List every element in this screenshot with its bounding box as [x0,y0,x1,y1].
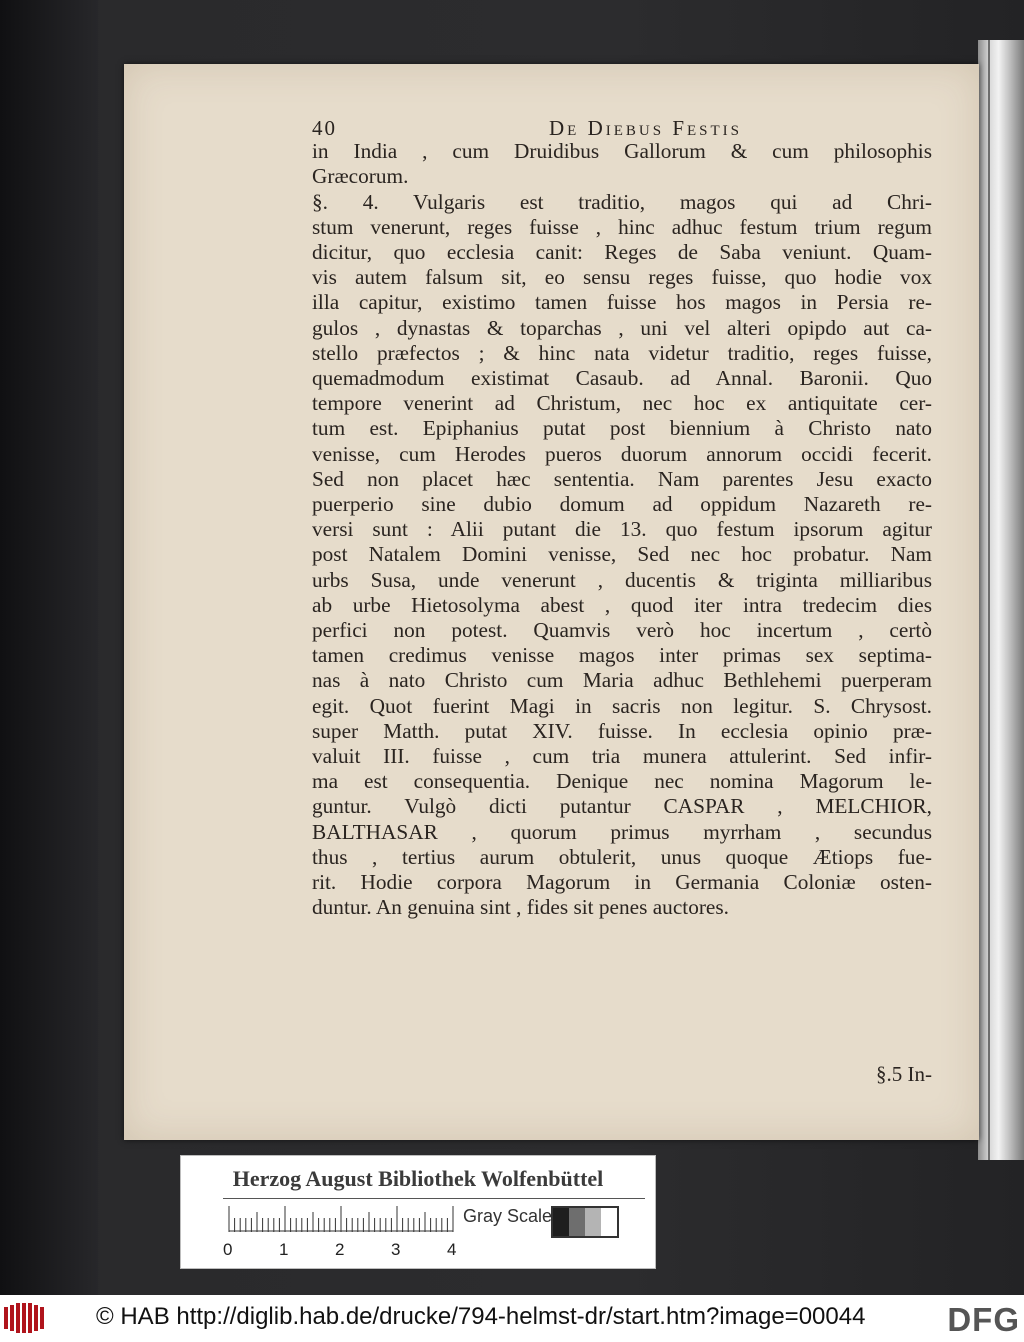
catchword: §.5 In- [876,1062,932,1086]
text-line: nas à nato Christo cum Maria adhuc Bethlehemi puerperam [312,668,932,693]
footer-bar [0,1295,1024,1342]
text-line: illa capitur, existimo tamen fuisse hos magos in Persia re- [312,290,932,315]
text-line: egit. Quot fuerint Magi in sacris non legitur. S. Chrysost. [312,693,932,718]
color-reference-card [180,1155,656,1269]
page-number: 40 [312,116,337,140]
text-line: venisse, cum Herodes pueros duorum annorum occidi fecerit. [312,441,932,466]
hab-logo-icon [4,1303,46,1333]
text-line: gulos , dynastas & toparchas , uni vel alteri opipdo aut ca- [312,315,932,340]
text-line: dicitur, quo ecclesia canit: Reges de Saba veniunt. Quam- [312,240,932,265]
ruler-number: 2 [335,1240,345,1259]
book-page [124,64,979,1140]
gray-patch [569,1208,585,1236]
text-line: versi sunt : Alii putant die 13. quo festum ipsorum agitur [312,517,932,542]
text-line: quemadmodum existimat Casaub. ad Annal. Baronii. Quo [312,366,932,391]
text-line: super Matth. putat XIV. fuisse. In ecclesia opinio præ- [312,718,932,743]
text-line: in India , cum Druidibus Gallorum & cum philosophis [312,139,932,164]
text-line: tum est. Epiphanius putat post biennium à Christo nato [312,416,932,441]
text-line: tamen credimus venisse magos inter primas sex septima- [312,643,932,668]
text-line: post Natalem Domini venisse, Sed nec hoc probatur. Nam [312,542,932,567]
ruler-number: 1 [279,1240,289,1259]
adjacent-page-edge [978,40,1024,1160]
copyright-link[interactable]: © HAB http://diglib.hab.de/drucke/794-helmst-dr/start.htm?image=00044 [96,1303,866,1330]
text-line: §. 4. Vulgaris est traditio, magos qui ad Chri- [312,189,932,214]
text-line: tempore venerint ad Christum, nec hoc ex antiquitate cer- [312,391,932,416]
text-line: perfici non potest. Quamvis verò hoc incertum , certò [312,618,932,643]
text-line: BALTHASAR , quorum primus myrrham , secundus [312,819,932,844]
text-line: urbs Susa, unde venerunt , ducentis & triginta milliaribus [312,567,932,592]
text-line: vis autem falsum sit, eo sensu reges fuisse, quo hodie vox [312,265,932,290]
text-line: stello præfectos ; & hinc nata videtur traditio, reges fuisse, [312,340,932,365]
gray-scale-label: Gray Scale [463,1206,553,1226]
text-line: rit. Hodie corpora Magorum in Germania Coloniæ osten- [312,870,932,895]
left-board [0,0,98,1295]
text-line: stum venerunt, reges fuisse , hinc adhuc festum trium regum [312,214,932,239]
card-title: Herzog August Bibliothek Wolfenbüttel [181,1166,655,1192]
text-line: ab urbe Hietosolyma abest , quod iter intra tredecim dies [312,592,932,617]
text-line: guntur. Vulgò dicti putantur CASPAR , MELCHIOR, [312,794,932,819]
gray-patch [601,1208,617,1236]
dfg-logo: DFG [947,1301,1020,1338]
ruler-scale [227,1204,459,1232]
ruler-number: 4 [447,1240,457,1259]
ruler-numbers [221,1240,461,1260]
running-head [312,116,742,141]
running-title: De Diebus Festis [548,116,742,140]
text-line: duntur. An genuina sint , fides sit penes auctores. [312,895,729,920]
gray-patch [553,1208,569,1236]
text-line: puerperio sine dubio domum ad oppidum Nazareth re- [312,492,932,517]
text-line: thus , tertius aurum obtulerit, unus quoque Ætiops fue- [312,844,932,869]
gray-scale-swatch [551,1206,619,1238]
ruler-number: 0 [223,1240,233,1259]
text-line: Sed non placet hæc sententia. Nam parentes Jesu exacto [312,466,932,491]
text-line: valuit III. fuisse , cum tria munera attulerint. Sed infir- [312,744,932,769]
gray-patch [585,1208,601,1236]
text-line: ma est consequentia. Denique nec nomina Magorum le- [312,769,932,794]
page-lines [312,139,932,920]
ruler-number: 3 [391,1240,401,1259]
text-line: Græcorum. [312,164,409,189]
page-text-block [312,116,932,1086]
